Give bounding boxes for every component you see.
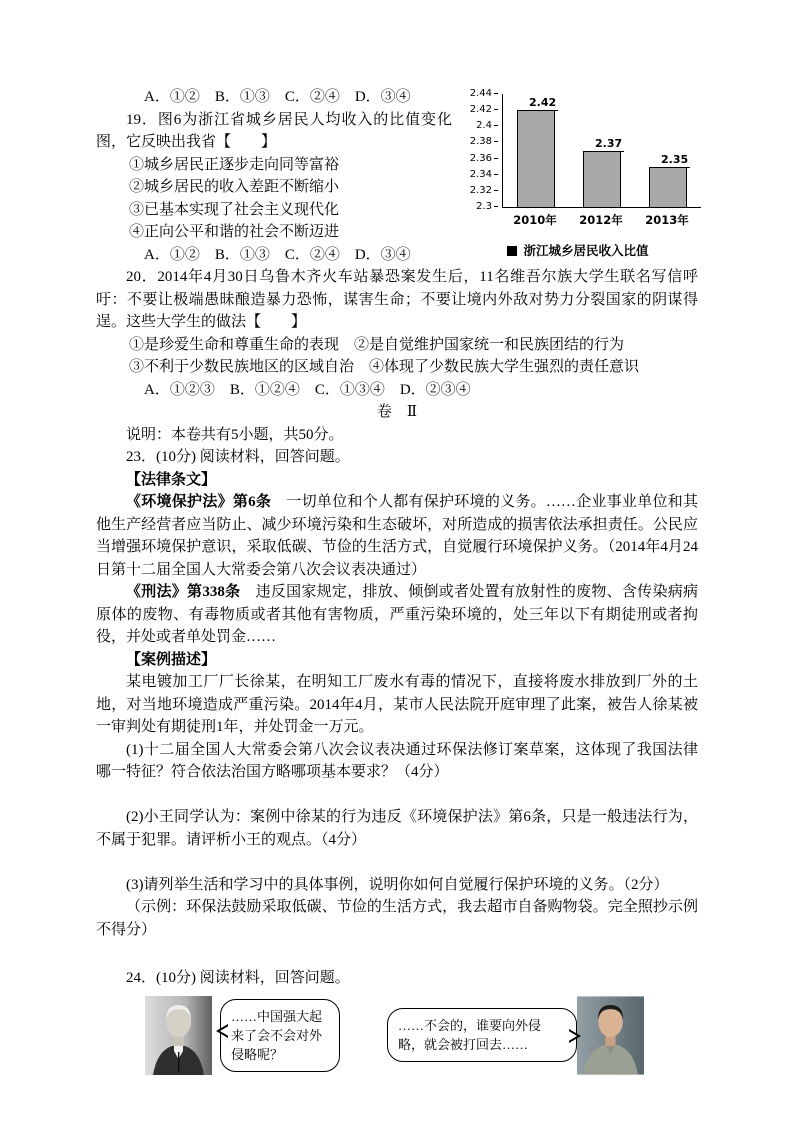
chart-y-tick-label: 2.4 xyxy=(476,120,492,132)
chart-x-labels xyxy=(502,209,700,225)
q20-choices-line-2: ③不利于少数民族地区的区域自治 ④体现了少数民族大学生强烈的责任意识 xyxy=(129,359,640,375)
income-ratio-bar-chart xyxy=(452,86,698,266)
chart-y-tick-label: 2.44 xyxy=(469,88,492,99)
q20-options-line: A．①②③ B．①②④ C．①③④ D．②③④ xyxy=(144,381,471,398)
q19-choice-2: ②城乡居民的收入差距不断缩小 xyxy=(129,179,340,195)
chart-x-axis-label: 2010年 xyxy=(513,213,557,227)
chart-y-ticks xyxy=(458,88,498,212)
legend-swatch-icon xyxy=(507,246,517,256)
chart-y-tick-label: 2.38 xyxy=(469,136,492,148)
q19-stem: 19．图6为浙江省城乡居民人均收入的比值变化图，它反映出我省【 】 xyxy=(96,111,452,150)
q23-sub3: (3)请列举生活和学习中的具体事例，说明你如何自觉履行保护环境的义务。（2分） xyxy=(126,876,669,893)
chart-y-tick-label: 2.32 xyxy=(469,184,492,196)
question-19-section xyxy=(96,86,698,266)
chart-y-tick-label: 2.36 xyxy=(469,152,492,164)
q19-options-line: A．①② B．①③ C．②④ D．③④ xyxy=(144,246,411,263)
q23-stem: 23．(10分) 阅读材料，回答问题。 xyxy=(126,449,350,465)
q23-law2-text: 违反国家规定，排放、倾倒或者处置有放射性的废物、含传染病病原体的废物、有毒物质或者其他有害物质，严重污染环境的，处三年以下有期徒刑或者拘役，并处或者单处罚金…… xyxy=(96,584,698,645)
q20-stem: 20．2014年4月30日乌鲁木齐火车站暴恐案发生后，11名维吾尔族大学生联名写信呼吁：不要让极端愚昧酿造暴力恐怖，谋害生命；不要让境内外敌对势力分裂国家的阴谋得逞。这些大学生的做法【 】 xyxy=(96,269,698,330)
q18-options-line: A．①② B．①③ C．②④ D．③④ xyxy=(144,89,411,105)
chart-y-tick-label: 2.42 xyxy=(469,104,492,116)
chart-plot xyxy=(502,94,701,208)
chart-bar-value-label: 2.42 xyxy=(529,96,557,110)
q19-choice-4: ④正向公平和谐的社会不断迈进 xyxy=(129,224,340,240)
chart-y-tick-label: 2.3 xyxy=(476,201,492,212)
chart-bar xyxy=(649,167,687,207)
q23-law1-paragraph xyxy=(96,491,698,581)
elderly-statesman-portrait-icon xyxy=(145,996,212,1075)
part2-note: 说明：本卷共有5小题，共50分。 xyxy=(126,426,344,443)
chart-bar-value-label: 2.35 xyxy=(661,152,689,166)
left-portrait-photo xyxy=(145,996,212,1075)
q20-choices-line-1: ①是珍爱生命和尊重生命的表现 ②是自觉维护国家统一和民族团结的行为 xyxy=(129,336,625,353)
q23-law1-title: 《环境保护法》第6条 xyxy=(126,494,287,510)
chart-y-tick-label: 2.34 xyxy=(469,168,492,180)
q23-case-header: 【案例描述】 xyxy=(126,651,217,668)
q19-choice-1: ①城乡居民正逐步走向同等富裕 xyxy=(129,156,340,173)
q23-sub2: (2)小王同学认为：案例中徐某的行为违反《环境保护法》第6条，只是一般违法行为，不属于犯罪。请评析小王的观点。（4分） xyxy=(96,809,698,848)
part2-title: 卷 Ⅱ xyxy=(376,404,418,420)
q24-left-speech-bubble xyxy=(220,999,340,1072)
chart-bar xyxy=(517,110,555,207)
q24-left-bubble-text: ……中国强大起来了会不会对外侵略呢？ xyxy=(231,1008,323,1062)
q23-law2-paragraph xyxy=(96,581,698,649)
q24-stem: 24．(10分) 阅读材料，回答问题。 xyxy=(126,970,350,986)
chart-area xyxy=(458,88,698,234)
chart-x-axis-label: 2013年 xyxy=(645,213,689,227)
chart-x-axis-label: 2012年 xyxy=(579,213,623,227)
chart-legend-label: 浙江城乡居民收入比值 xyxy=(523,243,649,258)
chart-legend xyxy=(458,240,698,263)
q23-law2-title: 《刑法》第338条 xyxy=(126,584,256,600)
q23-law1-text: 一切单位和个人都有保护环境的义务。……企业事业单位和其他生产经营者应当防止、减少环境污染和生态破坏，对所造成的损害依法承担责任。公民应当增强环境保护意识，采取低碳、节俭的生活方式，自觉履行环境保护义务。（2014年4月24日第十二届全国人大常委会第八次会议表决通过） xyxy=(96,494,698,578)
q24-right-bubble-text: ……不会的，谁要向外侵略，就会被打回去…… xyxy=(398,1018,542,1052)
chart-bar-value-label: 2.37 xyxy=(595,136,623,150)
chart-bar xyxy=(583,151,621,208)
q19-choice-3: ③已基本实现了社会主义现代化 xyxy=(129,201,340,218)
q24-dialog xyxy=(145,996,698,1075)
q23-sub3-example: （示例：环保法鼓励采取低碳、节俭的生活方式，我去超市自备购物袋。完全照抄示例不得分） xyxy=(96,899,698,938)
q23-law-header: 【法律条文】 xyxy=(126,471,217,488)
q23-case-text: 某电镀加工厂厂长徐某，在明知工厂废水有毒的情况下，直接将废水排放到厂外的土地，对当地环境造成严重污染。2014年4月，某市人民法院开庭审理了此案，被告人徐某被一审判处有期徒刑1年，并处罚金一万元。 xyxy=(96,674,698,735)
question-19-text-column xyxy=(96,86,452,266)
q23-sub1: (1)十二届全国人大常委会第八次会议表决通过环保法修订案草案，这体现了我国法律哪一特征？符合依法治国方略哪项基本要求？（4分） xyxy=(96,741,698,780)
q24-right-speech-bubble xyxy=(387,1008,577,1062)
